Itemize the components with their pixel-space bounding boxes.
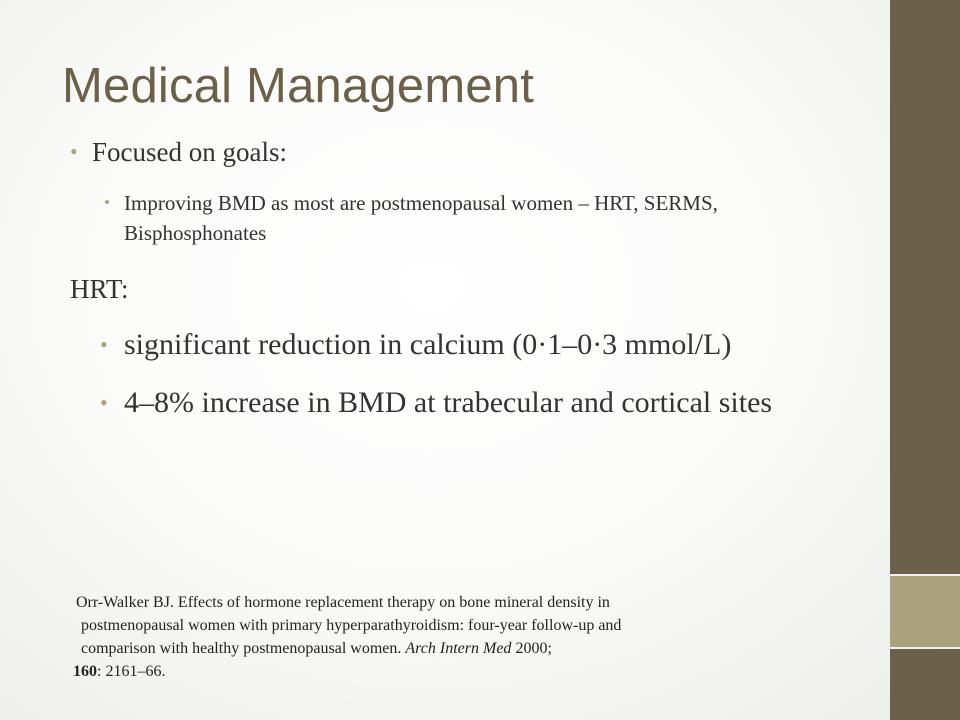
bullet-text: 4–8% increase in BMD at trabecular and cortical sites — [124, 386, 773, 419]
bullet-improving-bmd — [104, 188, 854, 248]
reference-line-1: Orr-Walker BJ. Effects of hormone replacement therapy on bone mineral density in — [76, 594, 610, 611]
bullet-calcium-reduction — [100, 328, 732, 362]
hrt-heading: HRT: — [70, 274, 129, 304]
decorative-bar-middle — [890, 576, 960, 647]
bullet-dot-icon: • — [70, 139, 78, 164]
bullet-dot-icon: • — [100, 332, 108, 357]
decorative-bar-bottom — [890, 649, 960, 720]
bullet-focused-on-goals — [70, 137, 287, 168]
page-range: : 2161–66. — [97, 663, 166, 680]
bullet-dot-icon: • — [100, 390, 108, 415]
slide-title: Medical Management — [62, 59, 535, 113]
reference-line-4 — [73, 660, 621, 683]
bullet-text: Improving BMD as most are postmenopausal women – HRT, SERMS, Bisphosphonates — [124, 191, 718, 245]
reference-text: comparison with healthy postmenopausal women. — [81, 640, 406, 657]
reference-line-2: postmenopausal women with primary hyperparathyroidism: four-year follow-up and — [81, 617, 622, 634]
decorative-bar-top — [890, 0, 960, 574]
bullet-dot-icon: • — [104, 193, 110, 212]
volume-number: 160 — [73, 663, 97, 680]
reference-line-3 — [73, 637, 621, 660]
journal-name: Arch Intern Med — [405, 640, 512, 657]
bullet-text: significant reduction in calcium (0·1–0·3 mmol/L) — [124, 328, 732, 361]
reference-year: 2000; — [511, 640, 552, 657]
bullet-text: Focused on goals: — [92, 137, 287, 167]
bullet-bmd-increase — [100, 380, 824, 426]
reference-citation — [73, 591, 621, 683]
